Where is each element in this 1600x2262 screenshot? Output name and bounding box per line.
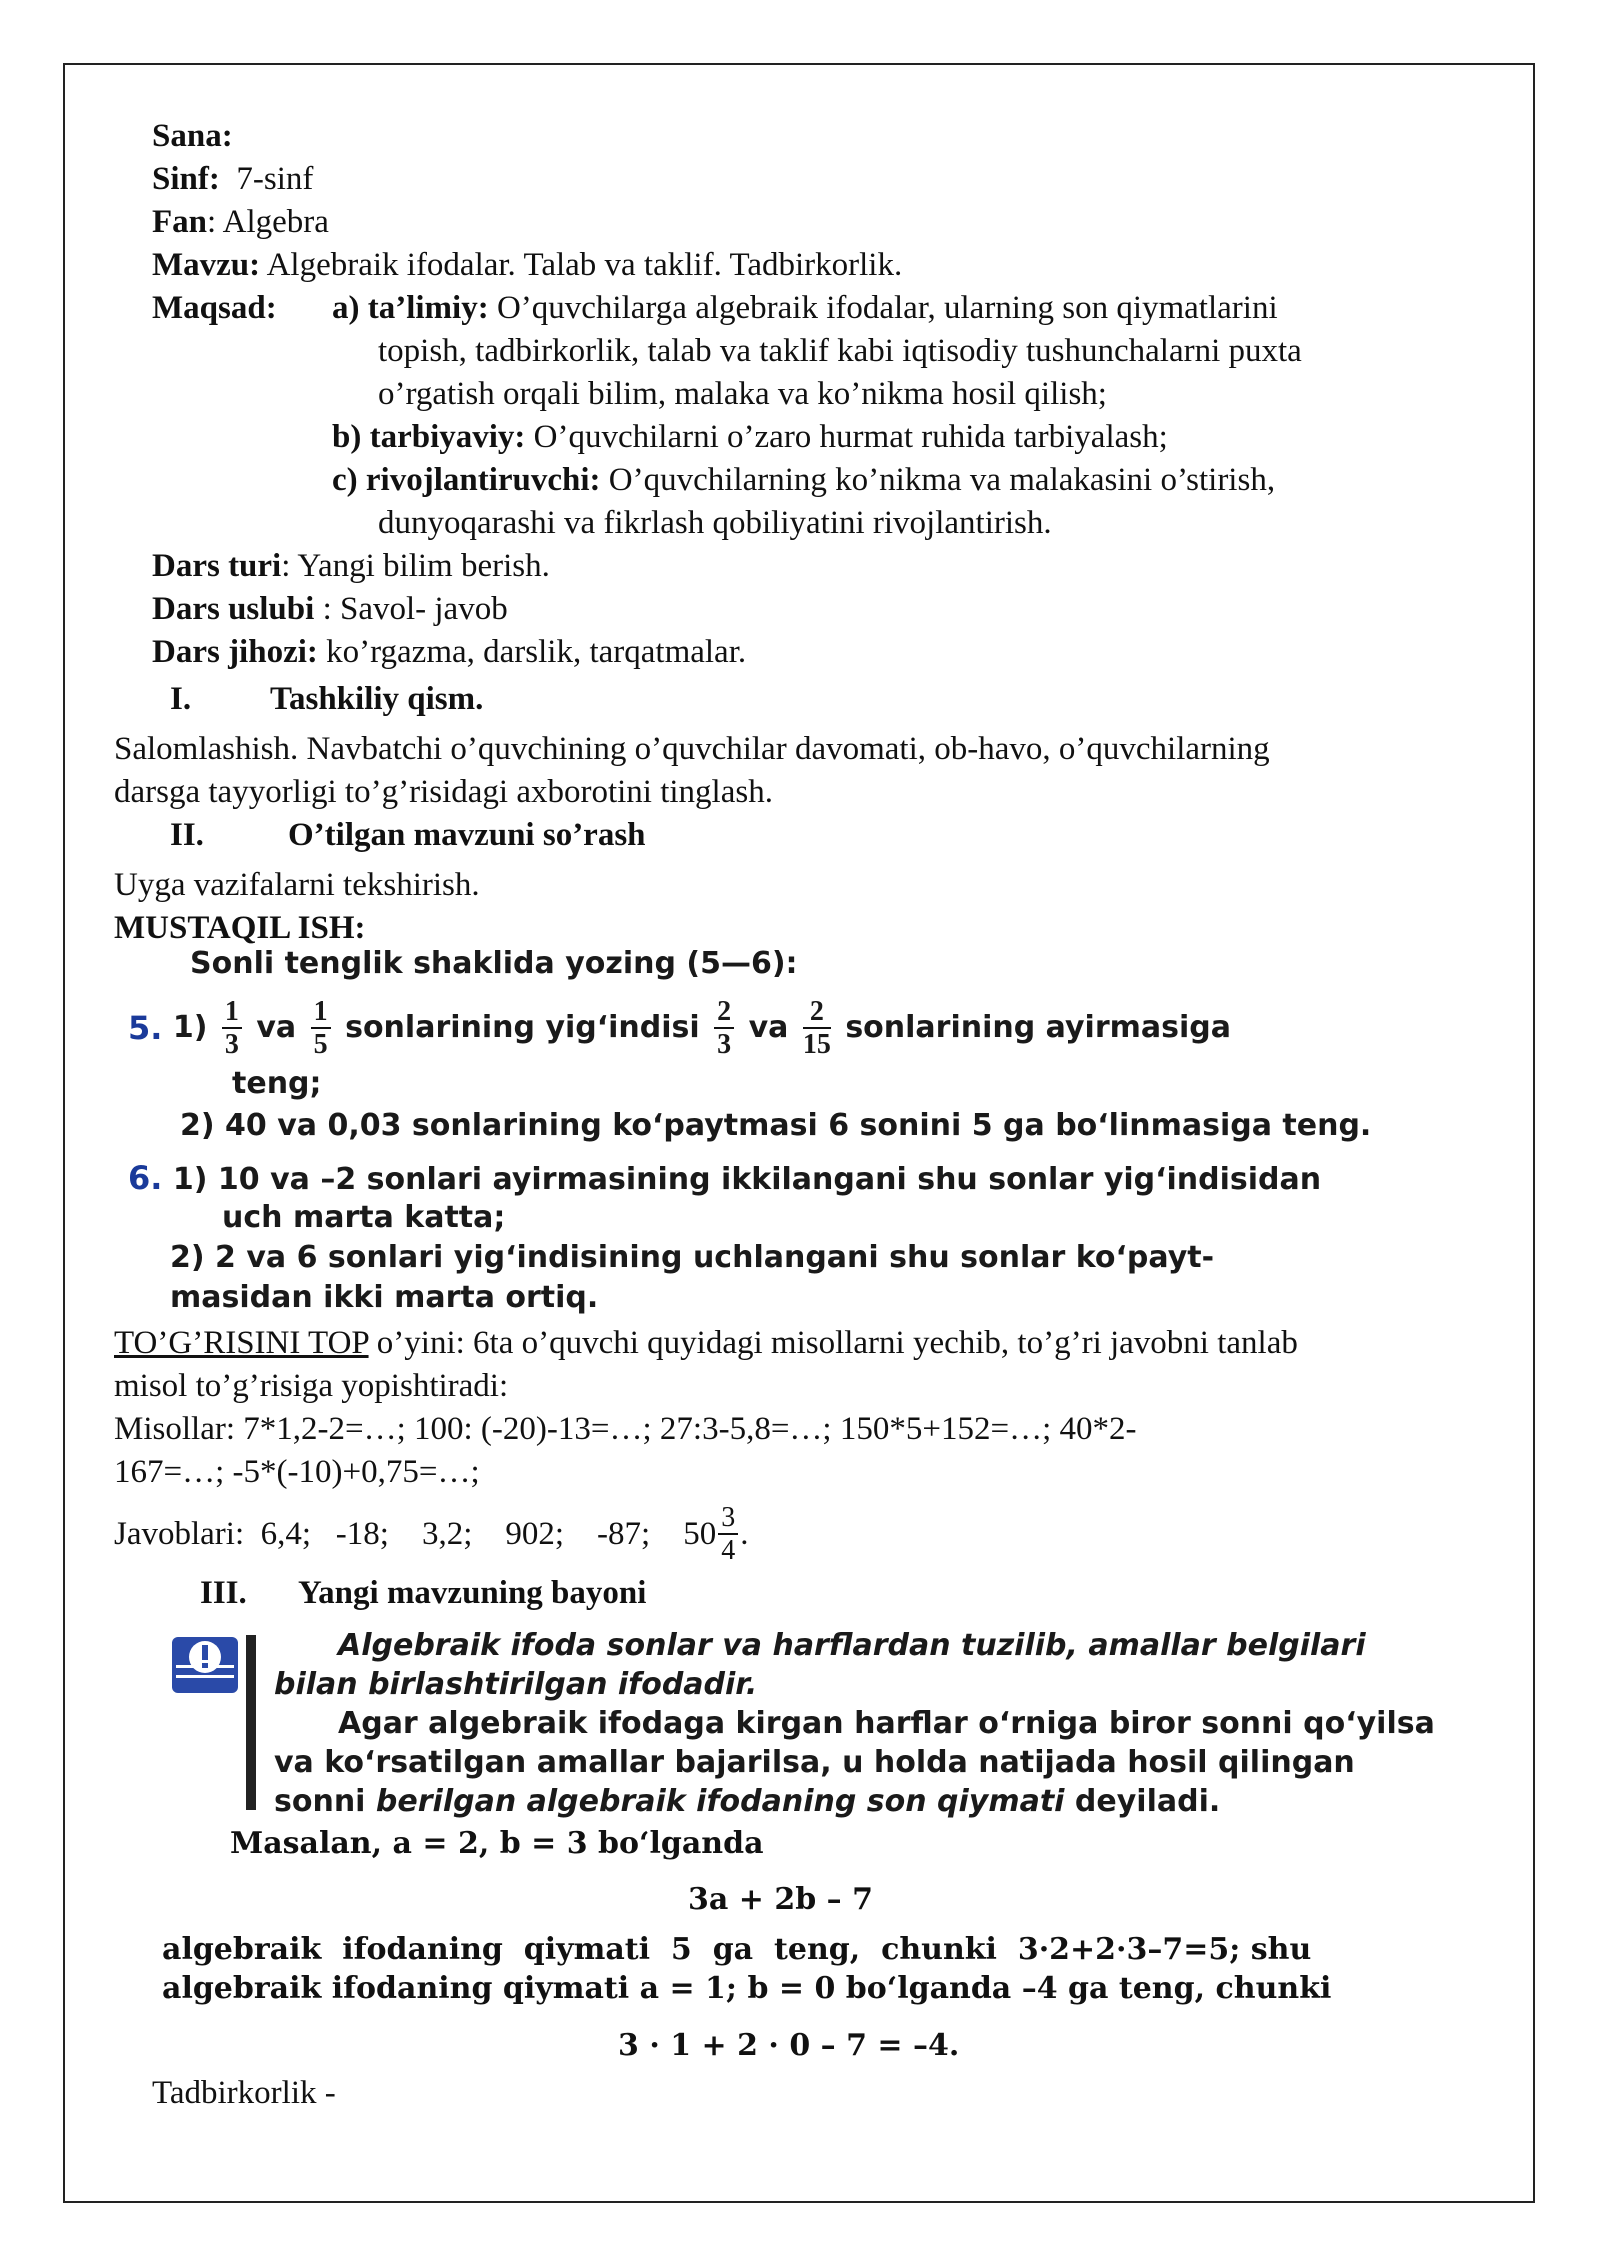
goal-b-line: [332, 416, 1168, 459]
game-title: TO’G’RISINI TOP: [114, 1325, 369, 1361]
lesson-type-label: Dars turi: [152, 548, 282, 584]
lesson-type-value: : Yangi bilim berish.: [281, 548, 550, 584]
exercise-5-1-mid: sonlarining yig‘indisi: [345, 1010, 700, 1045]
frac-num: 1: [222, 996, 242, 1029]
section1-heading: [170, 678, 484, 721]
exercise-5-1-label: 1): [172, 1010, 208, 1045]
goal-a-line2: topish, tadbirkorlik, talab va taklif kabi iqtisodiy tushunchalarni puxta: [378, 333, 1302, 369]
lesson-method-row: [152, 588, 508, 631]
game-text1: o’yini: 6ta o’quvchi quyidagi misollarni yechib, to’g’ri javobni tanlab: [368, 1325, 1298, 1361]
definition-line5-b: berilgan algebraik ifodaning son qiymati: [375, 1784, 1065, 1819]
exercise-5-number: 5.: [128, 1009, 163, 1047]
subject-row: [152, 201, 329, 244]
example-expression: 3a + 2b – 7: [688, 1882, 873, 1917]
definition-line5-a: sonni: [274, 1784, 376, 1819]
example-line2: algebraik ifodaning qiymati a = 1; b = 0 bo‘lganda –4 ga teng, chunki: [162, 1971, 1332, 2006]
goal-a-text1: O’quvchilarga algebraik ifodalar, ularning son qiymatlarini: [488, 290, 1278, 326]
answers-end: .: [740, 1515, 749, 1552]
example-line1-end: ; shu: [1229, 1932, 1312, 1967]
examples-line2: 167=…; -5*(-10)+0,75=…;: [114, 1454, 480, 1490]
goal-a-label: a) ta’limiy:: [332, 290, 489, 326]
lesson-equipment-value: ko’rgazma, darslik, tarqatmalar.: [317, 634, 747, 670]
goal-c-line1: [332, 459, 1275, 502]
entrepreneurship-line: Tadbirkorlik -: [152, 2075, 336, 2111]
frac-num: 3: [718, 1502, 738, 1535]
section2-number: II.: [170, 817, 204, 853]
exercise-6-1-text: 1) 10 va –2 sonlari ayirmasining ikkilangani shu sonlar yig‘indisidan: [172, 1162, 1322, 1197]
section1-number: I.: [170, 681, 192, 717]
section1-title: Tashkiliy qism.: [270, 681, 484, 717]
lesson-type-row: [152, 545, 550, 588]
topic-value: Algebraik ifodalar. Talab va taklif. Tadbirkorlik.: [260, 247, 903, 283]
lesson-method-label: Dars uslubi: [152, 591, 315, 627]
exercise-6-line1: [128, 1158, 1321, 1200]
exercise-6-1-line2: uch marta katta;: [222, 1200, 506, 1235]
definition-line3: Agar algebraik ifodaga kirgan harflar o‘rniga biror sonni qo‘yilsa: [338, 1706, 1435, 1741]
frac-den: 5: [313, 1029, 328, 1060]
goal-c-label: c) rivojlantiruvchi:: [332, 462, 601, 498]
exercise-5-1-end: sonlarining ayirmasiga: [845, 1010, 1231, 1045]
goal-b-text: O’quvchilarni o’zaro hurmat ruhida tarbiyalash;: [525, 419, 1168, 455]
frac-den: 3: [224, 1029, 239, 1060]
example-calc2: 3 · 1 + 2 · 0 – 7 = –4.: [618, 2028, 960, 2063]
game-line1: [114, 1322, 1298, 1365]
word-va: va: [748, 1010, 789, 1045]
attention-icon: [170, 1635, 254, 1697]
exercise-5-2: 2) 40 va 0,03 sonlarining ko‘paytmasi 6 sonini 5 ga bo‘linmasiga teng.: [180, 1108, 1372, 1143]
frac-num: 2: [803, 996, 831, 1029]
section2-text: Uyga vazifalarni tekshirish.: [114, 867, 480, 903]
lesson-method-value: : Savol- javob: [314, 591, 508, 627]
section1-text-line1: Salomlashish. Navbatchi o’quvchining o’quvchilar davomati, ob-havo, o’quvchilarning: [114, 731, 1270, 767]
grade-row: [152, 158, 313, 201]
definition-bar: [246, 1635, 256, 1810]
fraction-2-3: [714, 996, 734, 1060]
example-calc1: 3·2+2·3–7=5: [1017, 1932, 1230, 1967]
definition-line5: [274, 1782, 1220, 1821]
goal-b-label: b) tarbiyaviy:: [332, 419, 526, 455]
frac-den: 4: [721, 1535, 736, 1566]
goal-a-line1: [332, 287, 1278, 330]
definition-line2: bilan birlashtirilgan ifodadir.: [274, 1667, 758, 1702]
subject-value: : Algebra: [207, 204, 329, 240]
exercise-6-number: 6.: [128, 1159, 163, 1197]
exercise-5-1-line2: teng;: [232, 1066, 322, 1101]
exercise-6-2-line1: 2) 2 va 6 sonlari yig‘indisining uchlangani shu sonlar ko‘payt-: [170, 1240, 1215, 1275]
date-row: [152, 115, 233, 158]
answers-text: Javoblari: 6,4; -18; 3,2; 902; -87; 50: [114, 1515, 717, 1552]
frac-num: 1: [311, 996, 331, 1029]
example-line1: [162, 1932, 1311, 1967]
example-masalan: Masalan, a = 2, b = 3 bo‘lganda: [230, 1826, 764, 1861]
topic-row: [152, 244, 902, 287]
topic-label: Mavzu:: [152, 247, 261, 283]
word-va: va: [256, 1010, 297, 1045]
section3-title: Yangi mavzuning bayoni: [298, 1575, 647, 1611]
definition-line5-c: deyiladi.: [1064, 1784, 1221, 1819]
section3-number: III.: [200, 1575, 247, 1611]
exercise-5-line1: [128, 996, 1231, 1060]
game-line2: misol to’g’risiga yopishtiradi:: [114, 1368, 509, 1404]
independent-work-label: MUSTAQIL ISH:: [114, 910, 366, 946]
section2-heading: [170, 814, 646, 857]
goal-label: Maqsad:: [152, 290, 277, 326]
example-line1-text: algebraik ifodaning qiymati 5 ga teng, chunki: [162, 1932, 1018, 1967]
fraction-1-5: [311, 996, 331, 1060]
section2-title: O’tilgan mavzuni so’rash: [288, 817, 646, 853]
goal-row: [152, 287, 277, 330]
date-label: Sana:: [152, 118, 233, 154]
frac-num: 2: [714, 996, 734, 1029]
examples-line1: Misollar: 7*1,2-2=…; 100: (-20)-13=…; 27:3-5,8=…; 150*5+152=…; 40*2-: [114, 1411, 1137, 1447]
subject-label: Fan: [152, 204, 208, 240]
frac-den: 3: [717, 1029, 732, 1060]
answer-fraction-3-4: [718, 1502, 738, 1566]
fraction-1-3: [222, 996, 242, 1060]
answers-line: [114, 1502, 748, 1566]
definition-line4: va ko‘rsatilgan amallar bajarilsa, u holda natijada hosil qilingan: [274, 1745, 1355, 1780]
goal-c-line2: dunyoqarashi va fikrlash qobiliyatini rivojlantirish.: [378, 505, 1052, 541]
definition-line1: Algebraik ifoda sonlar va harflardan tuzilib, amallar belgilari: [338, 1628, 1366, 1663]
grade-label: Sinf:: [152, 161, 220, 197]
section1-text-line2: darsga tayyorligi to’g’risidagi axborotini tinglash.: [114, 774, 773, 810]
goal-c-text1: O’quvchilarning ko’nikma va malakasini o’stirish,: [600, 462, 1276, 498]
grade-value: 7-sinf: [236, 161, 314, 197]
goal-a-line3: o’rgatish orqali bilim, malaka va ko’nikma hosil qilish;: [378, 376, 1107, 412]
frac-den: 15: [802, 1029, 831, 1060]
section3-heading: [200, 1572, 647, 1615]
lesson-equipment-label: Dars jihozi:: [152, 634, 318, 670]
lesson-equipment-row: [152, 631, 746, 674]
fraction-2-15: [803, 996, 831, 1060]
exercises-intro: Sonli tenglik shaklida yozing (5—6):: [190, 946, 798, 981]
exercise-6-2-line2: masidan ikki marta ortiq.: [170, 1280, 599, 1315]
